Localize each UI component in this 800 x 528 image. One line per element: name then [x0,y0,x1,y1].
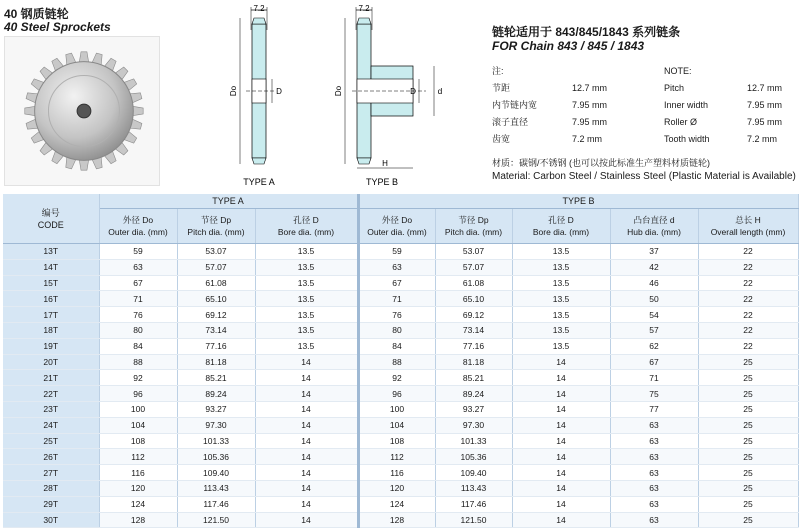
outer-dia-b-cell: 71 [358,291,435,307]
hub-dia-b-cell: 77 [610,401,698,417]
bore-dia-b-cell: 14 [512,401,610,417]
spec-value-cn: 7.2 mm [572,134,603,144]
bore-dia-b-cell: 14 [512,386,610,402]
pitch-dia-b-cell: 121.50 [435,512,512,528]
outer-dia-a-cell: 104 [99,417,177,433]
bore-dia-b-cell: 13.5 [512,275,610,291]
overall-length-b-cell: 25 [698,354,798,370]
code-cell: 30T [3,512,99,528]
outer-dia-a-cell: 80 [99,322,177,338]
pitch-dia-a-cell: 93.27 [177,401,255,417]
pitch-dia-b-cell: 109.40 [435,465,512,481]
code-cell: 23T [3,401,99,417]
bore-dia-b-cell: 14 [512,480,610,496]
outer-dia-b-cell: 59 [358,244,435,260]
outer-dia-b-cell: 96 [358,386,435,402]
bore-dia-a-cell: 14 [255,512,358,528]
spec-label-cn: 内节链内宽 [492,100,538,110]
bore-dia-b-cell: 13.5 [512,259,610,275]
hub-dia-b-cell: 63 [610,512,698,528]
code-cell: 27T [3,465,99,481]
code-cell: 20T [3,354,99,370]
pitch-dia-a-cell: 105.36 [177,449,255,465]
outer-dia-a-cell: 112 [99,449,177,465]
code-header [3,194,99,244]
outer-dia-a-cell: 88 [99,354,177,370]
hub-dia-b-cell: 54 [610,307,698,323]
bore-dia-a-cell: 14 [255,433,358,449]
bore-dia-a-cell: 14 [255,370,358,386]
bore-dia-a-cell: 14 [255,417,358,433]
spec-row [492,131,792,148]
code-cell: 19T [3,338,99,354]
dim-d-label: D [410,87,416,96]
bore-dia-a-cell: 14 [255,480,358,496]
bore-dia-a-cell: 13.5 [255,244,358,260]
table-row [3,275,798,291]
hub-dia-b-cell: 63 [610,449,698,465]
pitch-dia-b-cell: 69.12 [435,307,512,323]
code-header-en: CODE [37,219,64,230]
code-cell: 16T [3,291,99,307]
outer-dia-b-cell: 116 [358,465,435,481]
overall-length-b-cell: 25 [698,465,798,481]
table-row [3,338,798,354]
bore-dia-a-cell: 13.5 [255,322,358,338]
col-bore-dia-b: 孔径 D Bore dia. (mm) [512,209,610,244]
outer-dia-b-cell: 63 [358,259,435,275]
bore-dia-a-cell: 13.5 [255,307,358,323]
dim-hub-label: d [437,87,443,96]
type-b-header: TYPE B [358,194,798,209]
sprocket-image [5,37,159,185]
table-row [3,259,798,275]
sprocket-photo [4,36,160,186]
pitch-dia-a-cell: 121.50 [177,512,255,528]
code-cell: 21T [3,370,99,386]
bore-dia-a-cell: 14 [255,386,358,402]
overall-length-b-cell: 22 [698,291,798,307]
note-label-cn: 注: [492,66,504,76]
overall-length-b-cell: 25 [698,496,798,512]
spec-value-cn: 7.95 mm [572,117,608,127]
pitch-dia-a-cell: 77.16 [177,338,255,354]
pitch-dia-a-cell: 109.40 [177,465,255,481]
col-bore-dia-a: 孔径 D Bore dia. (mm) [255,209,358,244]
spec-label-en: Roller Ø [664,117,698,127]
col-overall-length-b: 总长 H Overall length (mm) [698,209,798,244]
pitch-dia-b-cell: 57.07 [435,259,512,275]
bore-dia-b-cell: 13.5 [512,322,610,338]
spec-label-cn: 滚子直径 [492,117,529,127]
outer-dia-b-cell: 80 [358,322,435,338]
outer-dia-b-cell: 67 [358,275,435,291]
hub-dia-b-cell: 57 [610,322,698,338]
pitch-dia-b-cell: 93.27 [435,401,512,417]
table-row [3,401,798,417]
outer-dia-b-cell: 112 [358,449,435,465]
type-b-label: TYPE B [365,177,399,187]
pitch-dia-a-cell: 73.14 [177,322,255,338]
outer-dia-a-cell: 108 [99,433,177,449]
outer-dia-a-cell: 100 [99,401,177,417]
dim-width-label: 7.2 [358,4,370,13]
pitch-dia-b-cell: 77.16 [435,338,512,354]
code-cell: 18T [3,322,99,338]
pitch-dia-b-cell: 89.24 [435,386,512,402]
outer-dia-a-cell: 71 [99,291,177,307]
dim-h-label: H [382,159,388,168]
bore-dia-b-cell: 13.5 [512,244,610,260]
bore-dia-b-cell: 14 [512,496,610,512]
spec-value-en: 12.7 mm [747,83,783,93]
pitch-dia-a-cell: 57.07 [177,259,255,275]
overall-length-b-cell: 25 [698,512,798,528]
pitch-dia-b-cell: 65.10 [435,291,512,307]
bore-dia-a-cell: 13.5 [255,338,358,354]
pitch-dia-b-cell: 61.08 [435,275,512,291]
chain-title-cn: 链轮适用于 843/845/1843 系列链条 [492,25,681,39]
col-outer-dia-b: 外径 Do Outer dia. (mm) [358,209,435,244]
overall-length-b-cell: 22 [698,259,798,275]
spec-value-en: 7.95 mm [747,117,783,127]
table-row [3,496,798,512]
overall-length-b-cell: 25 [698,433,798,449]
pitch-dia-a-cell: 81.18 [177,354,255,370]
bore-dia-b-cell: 14 [512,354,610,370]
table-row [3,322,798,338]
spec-row [492,114,792,131]
spec-value-en: 7.95 mm [747,100,783,110]
code-cell: 17T [3,307,99,323]
outer-dia-b-cell: 120 [358,480,435,496]
hub-dia-b-cell: 67 [610,354,698,370]
pitch-dia-b-cell: 105.36 [435,449,512,465]
bore-dia-b-cell: 13.5 [512,338,610,354]
outer-dia-b-cell: 84 [358,338,435,354]
code-cell: 25T [3,433,99,449]
code-cell: 26T [3,449,99,465]
dim-do-label: Do [229,85,238,97]
pitch-dia-a-cell: 97.30 [177,417,255,433]
bore-dia-a-cell: 14 [255,449,358,465]
table-row [3,291,798,307]
overall-length-b-cell: 25 [698,449,798,465]
col-pitch-dia-b: 节径 Dp Pitch dia. (mm) [435,209,512,244]
hub-dia-b-cell: 42 [610,259,698,275]
pitch-dia-a-cell: 61.08 [177,275,255,291]
bore-dia-b-cell: 14 [512,512,610,528]
col-hub-dia-b: 凸台直径 d Hub dia. (mm) [610,209,698,244]
code-cell: 28T [3,480,99,496]
hub-dia-b-cell: 62 [610,338,698,354]
outer-dia-b-cell: 124 [358,496,435,512]
bore-dia-b-cell: 13.5 [512,307,610,323]
outer-dia-a-cell: 116 [99,465,177,481]
type-a-header: TYPE A [99,194,358,209]
outer-dia-b-cell: 128 [358,512,435,528]
table-row [3,433,798,449]
outer-dia-a-cell: 59 [99,244,177,260]
hub-dia-b-cell: 63 [610,433,698,449]
hub-dia-b-cell: 46 [610,275,698,291]
code-cell: 15T [3,275,99,291]
hub-dia-b-cell: 63 [610,465,698,481]
pitch-dia-b-cell: 53.07 [435,244,512,260]
outer-dia-a-cell: 128 [99,512,177,528]
table-row [3,449,798,465]
spec-value-cn: 12.7 mm [572,83,608,93]
hub-dia-b-cell: 50 [610,291,698,307]
bore-dia-b-cell: 13.5 [512,291,610,307]
pitch-dia-a-cell: 69.12 [177,307,255,323]
col-outer-dia-a: 外径 Do Outer dia. (mm) [99,209,177,244]
hub-dia-b-cell: 63 [610,496,698,512]
overall-length-b-cell: 22 [698,275,798,291]
code-cell: 22T [3,386,99,402]
bore-dia-a-cell: 13.5 [255,291,358,307]
pitch-dia-a-cell: 117.46 [177,496,255,512]
outer-dia-b-cell: 76 [358,307,435,323]
code-cell: 14T [3,259,99,275]
table-row [3,417,798,433]
spec-label-cn: 节距 [492,83,511,93]
overall-length-b-cell: 22 [698,244,798,260]
pitch-dia-a-cell: 89.24 [177,386,255,402]
pitch-dia-b-cell: 85.21 [435,370,512,386]
pitch-dia-b-cell: 113.43 [435,480,512,496]
bore-dia-a-cell: 14 [255,354,358,370]
overall-length-b-cell: 25 [698,370,798,386]
outer-dia-a-cell: 84 [99,338,177,354]
table-row [3,307,798,323]
overall-length-b-cell: 25 [698,417,798,433]
code-cell: 24T [3,417,99,433]
page-title-cn: 40 钢质链轮 [4,7,69,21]
pitch-dia-a-cell: 65.10 [177,291,255,307]
pitch-dia-b-cell: 81.18 [435,354,512,370]
spec-label-en: Inner width [664,100,709,110]
hub-dia-b-cell: 63 [610,480,698,496]
outer-dia-b-cell: 108 [358,433,435,449]
table-row [3,386,798,402]
outer-dia-a-cell: 96 [99,386,177,402]
table-row [3,244,798,260]
outer-dia-a-cell: 76 [99,307,177,323]
hub-dia-b-cell: 71 [610,370,698,386]
bore-dia-a-cell: 14 [255,465,358,481]
bore-dia-a-cell: 14 [255,496,358,512]
col-pitch-dia-a: 节径 Dp Pitch dia. (mm) [177,209,255,244]
outer-dia-b-cell: 104 [358,417,435,433]
outer-dia-a-cell: 120 [99,480,177,496]
pitch-dia-a-cell: 101.33 [177,433,255,449]
spec-notes [492,63,792,148]
outer-dia-b-cell: 100 [358,401,435,417]
spec-label-en: Tooth width [664,134,710,144]
material-cn: 材质：碳钢/不锈钢 (也可以按此标准生产塑料材质链轮) [492,158,710,168]
table-row [3,354,798,370]
note-label-en: NOTE: [664,66,692,76]
code-cell: 13T [3,244,99,260]
page-title-en: 40 Steel Sprockets [4,20,111,34]
spec-label-cn: 齿宽 [492,134,511,144]
sprocket-table [3,194,799,528]
code-cell: 29T [3,496,99,512]
bore-dia-b-cell: 14 [512,370,610,386]
table-row [3,480,798,496]
pitch-dia-b-cell: 97.30 [435,417,512,433]
overall-length-b-cell: 22 [698,307,798,323]
type-a-diagram [218,2,300,192]
bore-dia-b-cell: 14 [512,465,610,481]
bore-dia-a-cell: 13.5 [255,259,358,275]
material-en: Material: Carbon Steel / Stainless Steel (Plastic Material is Available) [492,171,796,182]
type-b-diagram [330,2,450,192]
overall-length-b-cell: 25 [698,401,798,417]
code-header-cn: 编号 [41,207,60,218]
overall-length-b-cell: 25 [698,480,798,496]
bore-dia-b-cell: 14 [512,449,610,465]
table-row [3,370,798,386]
outer-dia-a-cell: 124 [99,496,177,512]
overall-length-b-cell: 25 [698,386,798,402]
chain-title-en: FOR Chain 843 / 845 / 1843 [492,39,645,53]
bore-dia-b-cell: 14 [512,417,610,433]
outer-dia-b-cell: 92 [358,370,435,386]
overall-length-b-cell: 22 [698,338,798,354]
spec-label-en: Pitch [664,83,685,93]
pitch-dia-a-cell: 53.07 [177,244,255,260]
spec-value-cn: 7.95 mm [572,100,608,110]
spec-row [492,80,792,97]
pitch-dia-b-cell: 117.46 [435,496,512,512]
hub-dia-b-cell: 75 [610,386,698,402]
table-row [3,465,798,481]
pitch-dia-b-cell: 101.33 [435,433,512,449]
dim-d-label: D [276,87,282,96]
outer-dia-a-cell: 67 [99,275,177,291]
bore-dia-a-cell: 14 [255,401,358,417]
spec-value-en: 7.2 mm [747,134,778,144]
bore-dia-a-cell: 13.5 [255,275,358,291]
hub-dia-b-cell: 37 [610,244,698,260]
pitch-dia-b-cell: 73.14 [435,322,512,338]
overall-length-b-cell: 22 [698,322,798,338]
table-row [3,512,798,528]
hub-dia-b-cell: 63 [610,417,698,433]
pitch-dia-a-cell: 113.43 [177,480,255,496]
spec-note-row [492,63,792,80]
pitch-dia-a-cell: 85.21 [177,370,255,386]
outer-dia-a-cell: 63 [99,259,177,275]
bore-dia-b-cell: 14 [512,433,610,449]
dim-do-label: Do [334,85,343,97]
spec-row [492,97,792,114]
outer-dia-b-cell: 88 [358,354,435,370]
outer-dia-a-cell: 92 [99,370,177,386]
dim-width-label: 7.2 [253,4,265,13]
type-a-label: TYPE A [243,177,275,187]
